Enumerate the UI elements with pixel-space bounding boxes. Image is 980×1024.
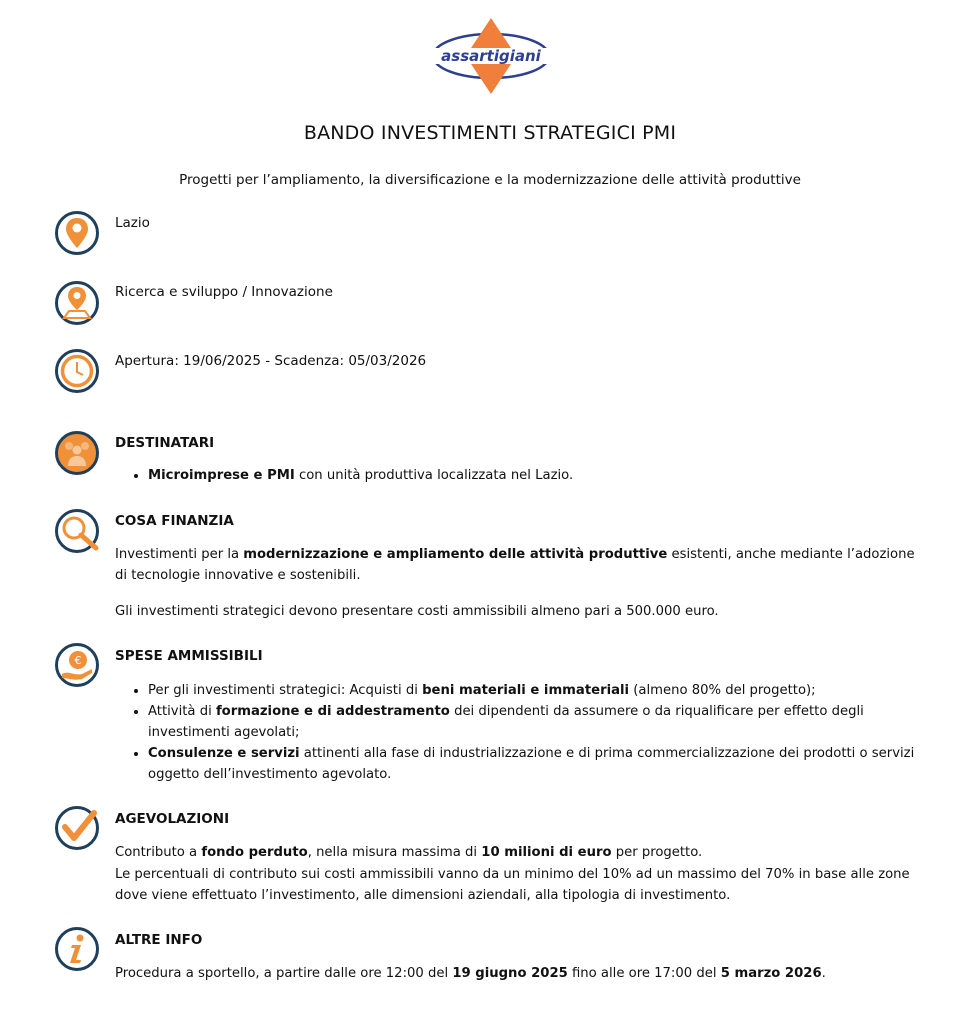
agevolazioni-l1: Contributo a fondo perduto, nella misura massima di 10 milioni di euro per progetto. (115, 845, 703, 860)
list-item: • Microimprese e PMI con unità produttiva localizzata nel Lazio. (148, 465, 930, 486)
page-subtitle: Progetti per l’ampliamento, la diversificazione e la modernizzazione delle attività produttive (179, 172, 801, 188)
agevolazioni-heading: AGEVOLAZIONI (115, 811, 230, 827)
map-pin-icon (54, 210, 100, 256)
region-text: Lazio (115, 215, 150, 231)
list-item: • Attività di formazione e di addestramento dei dipendenti da assumere o da riqualificare per effetto degli investimenti agevolati; (148, 701, 930, 743)
agevolazioni-l2: Le percentuali di contributo sui costi ammissibili vanno da un minimo del 10% ad un massimo del 70% in base alle zone dove viene effettuato l’investimento, alle dimensioni aziendali, alla tipologia di investimento. (115, 867, 910, 903)
magnifier-icon (54, 508, 100, 554)
euro-coin-hand-icon (54, 642, 100, 688)
info-icon (54, 926, 100, 972)
clock-icon (54, 348, 100, 394)
list-item: • Per gli investimenti strategici: Acquisti di beni materiali e immateriali (almeno 80% del progetto); (148, 680, 930, 701)
assartigiani-logo (425, 14, 557, 98)
location-map-icon (54, 280, 100, 326)
destinatari-heading: DESTINATARI (115, 435, 215, 451)
cosa-finanzia-heading: COSA FINANZIA (115, 513, 234, 529)
people-icon (54, 430, 100, 476)
checkmark-icon (54, 805, 100, 851)
page-title: BANDO INVESTIMENTI STRATEGICI PMI (303, 122, 677, 144)
spese-heading: SPESE AMMISSIBILI (115, 648, 263, 664)
spese-list (115, 680, 930, 785)
sector-text: Ricerca e sviluppo / Innovazione (115, 284, 333, 300)
cosa-finanzia-p2: Gli investimenti strategici devono presentare costi ammissibili almeno pari a 500.000 euro. (115, 604, 719, 619)
altre-info-heading: ALTRE INFO (115, 932, 203, 948)
cosa-finanzia-p1: Investimenti per la modernizzazione e ampliamento delle attività produttive esistenti, anche mediante l’adozione di tecnologie innovative e sostenibili. (115, 547, 915, 583)
list-item: • Consulenze e servizi attinenti alla fase di industrializzazione e di prima commercializzazione dei prodotti o servizi oggetto dell’investimento agevolato. (148, 743, 930, 785)
logo-text: assartigiani (441, 47, 541, 65)
altre-info-l1: Procedura a sportello, a partire dalle ore 12:00 del 19 giugno 2025 fino alle ore 17:00 del 5 marzo 2026. (115, 966, 826, 981)
svg-text:€: € (74, 654, 82, 667)
dates-text: Apertura: 19/06/2025 - Scadenza: 05/03/2026 (115, 353, 427, 369)
destinatari-list (115, 465, 930, 486)
